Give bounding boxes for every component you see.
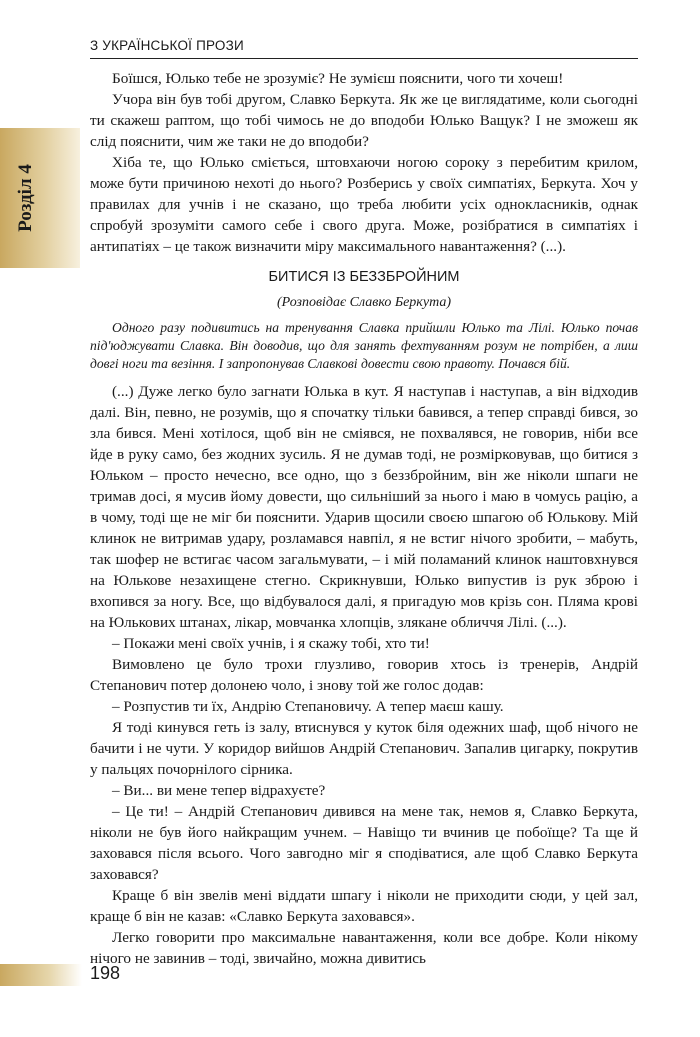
story-subtitle: (Розповідає Славко Беркута) bbox=[276, 295, 452, 310]
header-title: З УКРАЇНСЬКОЇ ПРОЗИ bbox=[90, 38, 244, 53]
paragraph: – Це ти! – Андрій Степанович дивився на мене так, немов я, Славко Беркута, ніколи не був його найкращим учнем. – Навіщо ти вчинив це побоїще? Та ще й заховався після всього. Чого завгодно міг я сподіватися, але щоб Славко Беркута заховався? bbox=[90, 803, 638, 883]
paragraph: Я тоді кинувся геть із залу, втиснувся у куток біля одежних шаф, щоб нічого не бачити і не чути. У коридор вийшов Андрій Степанович. Запалив цигарку, покрутив у пальцях почорнілого сірника. bbox=[90, 719, 638, 778]
paragraph: Боїшся, Юлько тебе не зрозуміє? Не зумієш пояснити, чого ти хочеш! bbox=[112, 70, 564, 87]
story-intro: Одного разу подивитись на тренування Славка прийшли Юлько та Лілі. Юлько почав під'юджувати Славка. Він доводив, що для занять фехтуванням розум не потрібен, а лиш довгі ноги та везіння. І запропонував Славкові довести свою правоту. Почався бій. bbox=[90, 320, 638, 371]
paragraph: – Покажи мені своїх учнів, і я скажу тобі, хто ти! bbox=[112, 635, 430, 652]
footer-tab bbox=[0, 964, 82, 986]
page-body bbox=[90, 68, 638, 969]
paragraph: (...) Дуже легко було загнати Юлька в кут. Я наступав і наступав, а він відходив далі. Він, певно, не розумів, що я спочатку тільки бавився, а тепер справді бився, зо зла бився. Мені хотілося, щоб він не сміявся, не похвалявся, не говорив, ніби все йде в руку само, без жодних зусиль. Я не думав тоді, не розмірковував, що битися з Юльком – просто нечесно, все одно, що з беззбройним, він же ніколи шпаги не тримав досі, я мусив йому довести, що сильніший за нього і маю в чомусь рацію, а в чому, тоді ще не міг би пояснити. Ударив щосили своєю шпагою об Юлькову. Мій клинок не витримав удару, розламався навпіл, я не встиг нічого зробити, – мабуть, так шофер не встигає часом загальмувати, – і мій поламаний клинок наштовхнувся на Юлькове незахищене стегно. Скрикнувши, Юлько випустив із рук зброю і вхопився за ногу. Все, що відбувалося далі, я пригадую мов крізь сон. Пляма крові на Юлькових штанах, лікар, мовчанка хлопців, злякане обличчя Лілі. (...). bbox=[90, 383, 638, 631]
paragraph: – Розпустив ти їх, Андрію Степановичу. А тепер маєш кашу. bbox=[112, 698, 504, 715]
paragraph: Легко говорити про максимальне навантаження, коли все добре. Коли нікому нічого не завинив – тоді, звичайно, можна дивитись bbox=[90, 929, 638, 967]
chapter-side-tab bbox=[0, 128, 80, 268]
paragraph: – Ви... ви мене тепер відрахуєте? bbox=[112, 782, 326, 799]
paragraph: Вимовлено це було трохи глузливо, говорив хтось із тренерів, Андрій Степанович потер долонею чоло, і знову той же голос додав: bbox=[90, 656, 638, 694]
story-title: БИТИСЯ ІЗ БЕЗЗБРОЙНИМ bbox=[268, 269, 460, 285]
page-number: 198 bbox=[90, 963, 121, 983]
paragraph: Учора він був тобі другом, Славко Беркута. Як же це виглядатиме, коли сьогодні ти скажеш раптом, що тобі чимось не до вподоби Юлько Ващук? І не зможеш як слід пояснити, чим же таки не до вподоби? bbox=[90, 91, 638, 150]
running-header bbox=[90, 34, 638, 59]
paragraph: Краще б він звелів мені віддати шпагу і ніколи не приходити сюди, у цей зал, краще б він не казав: «Славко Беркута заховався». bbox=[90, 887, 638, 925]
paragraph: Хіба те, що Юлько сміється, штовхаючи ногою сороку з перебитим крилом, може бути причиною нехоті до нього? Розберись у своїх симпатіях, Беркута. Хоч у правилах для учнів і не сказано, що треба любити усіх однокласників, однак спробуй зрозуміти самого себе і свого друга. Може, розібратися в симпатіях і антипатіях – це також визначити міру максимального навантаження? (...). bbox=[90, 154, 638, 255]
chapter-label: Розділ 4 bbox=[15, 164, 36, 232]
